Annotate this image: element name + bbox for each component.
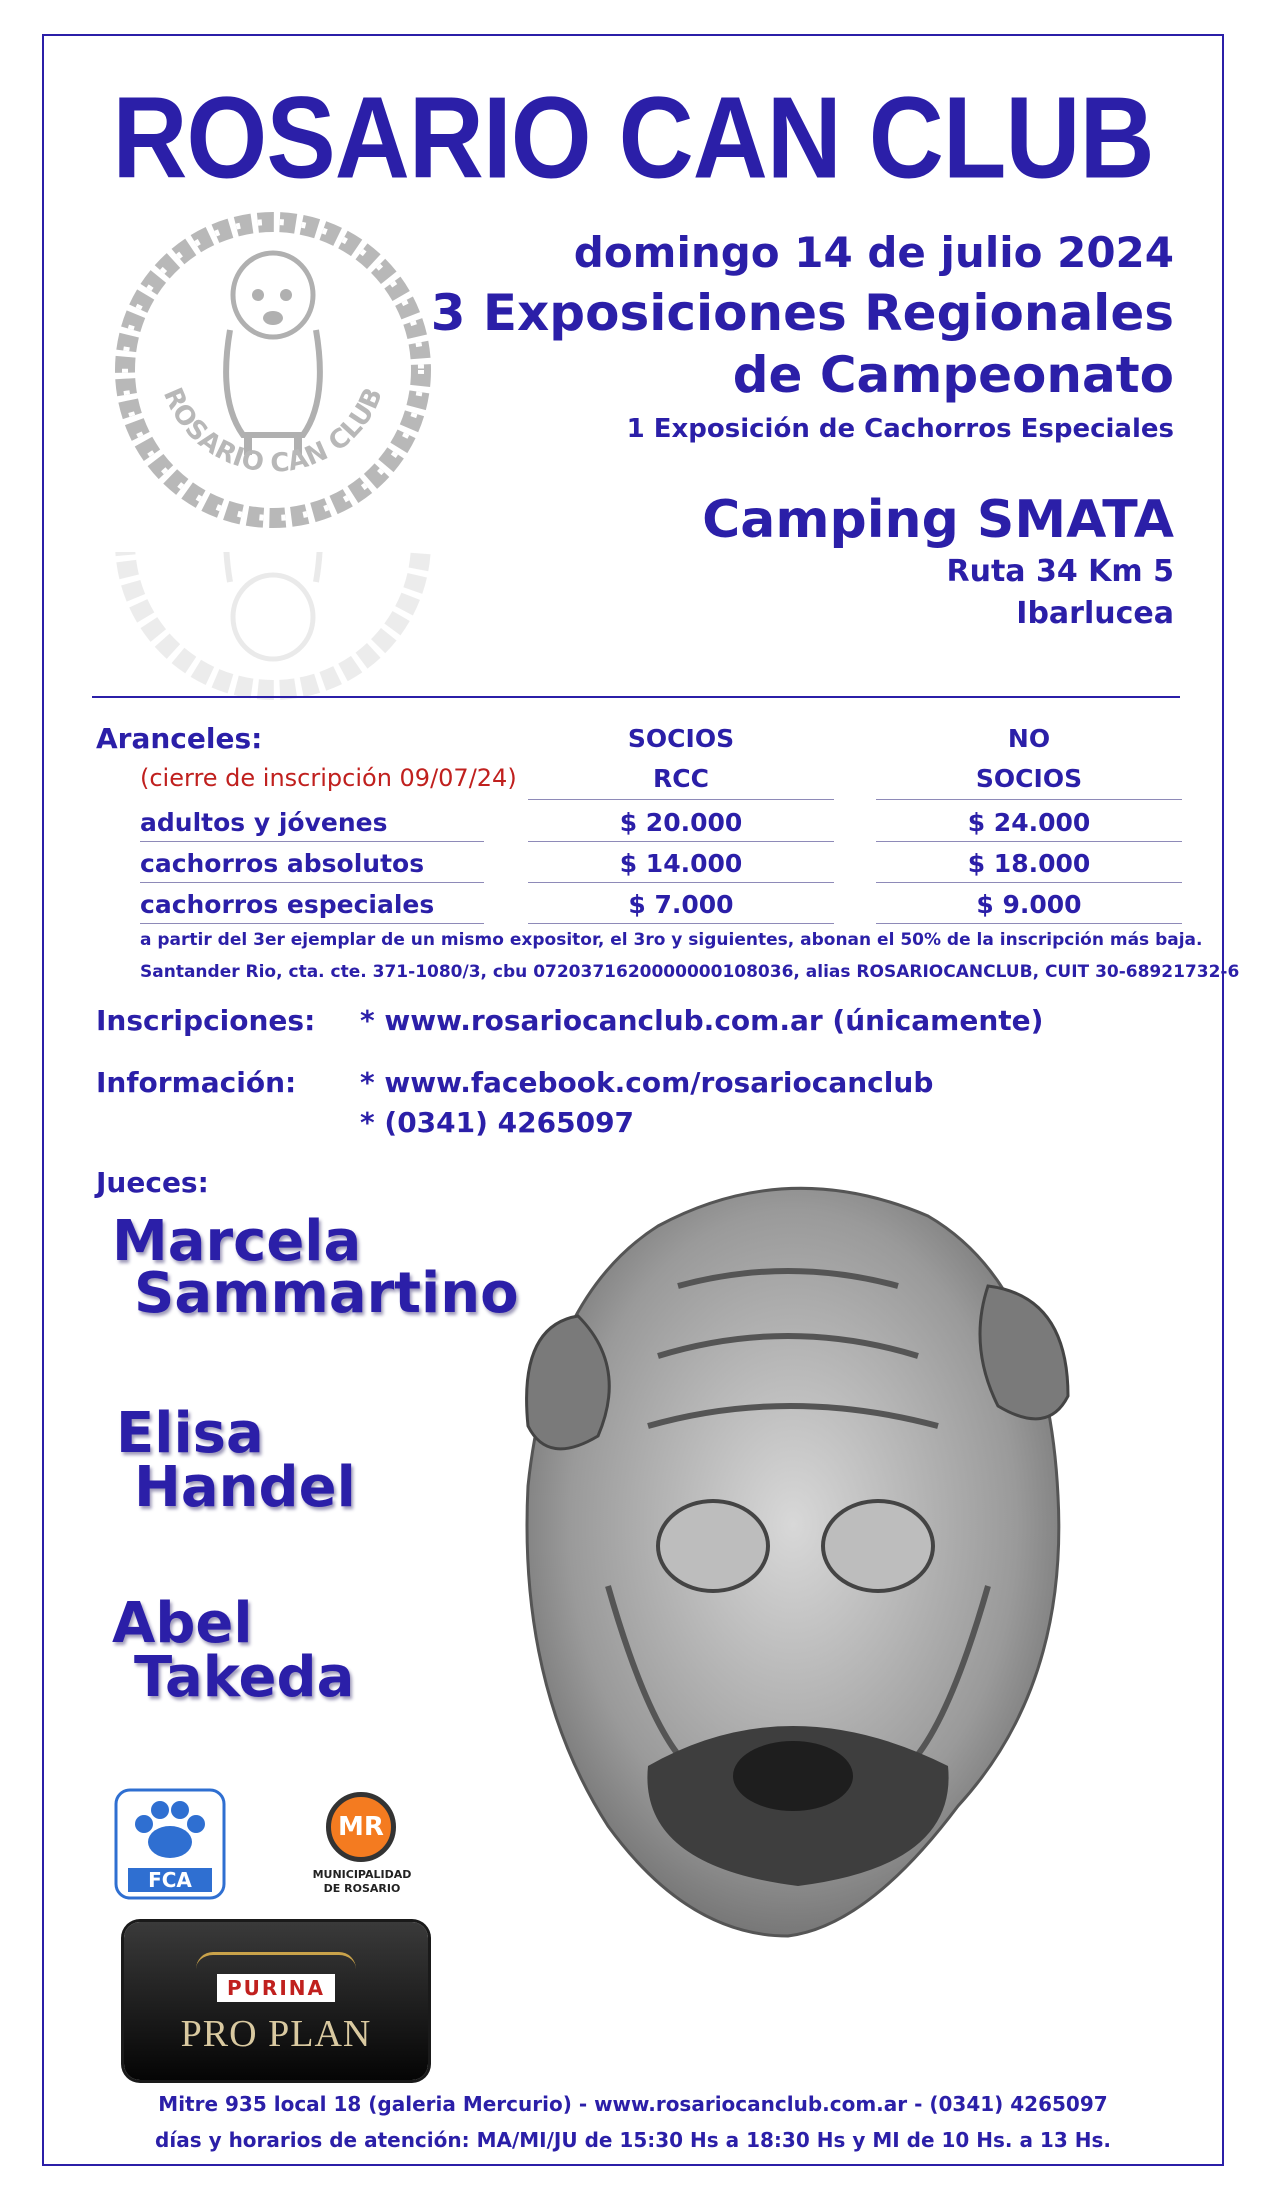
event-title-line2: de Campeonato — [732, 346, 1174, 404]
mr-line2: DE ROSARIO — [323, 1882, 401, 1895]
purina-proplan-logo — [124, 1922, 428, 2080]
club-logo — [108, 200, 438, 550]
footer-hours: días y horarios de atención: MA/MI/JU de 15:30 Hs a 18:30 Hs y MI de 10 Hs. a 13 Hs. — [155, 2128, 1111, 2152]
fee-row-socios: $ 20.000 — [528, 808, 834, 842]
purina-text: PURINA — [217, 1974, 335, 2002]
fee-row-socios: $ 14.000 — [528, 849, 834, 883]
event-title-line1: 3 Exposiciones Regionales — [430, 284, 1174, 342]
venue-town: Ibarlucea — [1016, 596, 1174, 631]
phone-number[interactable]: * (0341) 4265097 — [360, 1106, 635, 1139]
judge-first-name: Marcela — [112, 1209, 362, 1274]
event-subtitle: 1 Exposición de Cachorros Especiales — [626, 414, 1174, 444]
fee-row-nosocios: $ 9.000 — [876, 890, 1182, 924]
judge-first-name: Elisa — [116, 1401, 264, 1466]
fees-note: a partir del 3er ejemplar de un mismo expositor, el 3ro y siguientes, abonan el 50% de la inscripción más baja. — [140, 930, 1203, 950]
facebook-link[interactable]: * www.facebook.com/rosariocanclub — [360, 1066, 934, 1099]
fee-row-label: adultos y jóvenes — [140, 808, 484, 842]
fee-row-nosocios: $ 18.000 — [876, 849, 1182, 883]
dog-chain-seal-icon — [108, 200, 438, 550]
informacion-label: Información: — [96, 1066, 297, 1099]
fca-text: FCA — [148, 1868, 192, 1892]
fees-label: Aranceles: — [96, 722, 263, 755]
page-title: ROSARIO CAN CLUB — [112, 73, 1154, 204]
col-nosocios-header-2: SOCIOS — [876, 764, 1182, 800]
col-socios-header-2: RCC — [528, 764, 834, 800]
fee-row-label: cachorros absolutos — [140, 849, 484, 883]
inscripciones-label: Inscripciones: — [96, 1004, 316, 1037]
section-divider — [92, 696, 1180, 698]
venue-road: Ruta 34 Km 5 — [946, 554, 1174, 589]
logo-text: ROSARIO CAN CLUB — [156, 383, 390, 479]
fee-row-nosocios: $ 24.000 — [876, 808, 1182, 842]
fee-row-socios: $ 7.000 — [528, 890, 834, 924]
fca-logo — [112, 1786, 228, 1902]
footer-address: Mitre 935 local 18 (galeria Mercurio) - www.rosariocanclub.com.ar - (0341) 4265097 — [158, 2092, 1108, 2116]
fees-deadline: (cierre de inscripción 09/07/24) — [140, 764, 517, 792]
bank-details: Santander Rio, cta. cte. 371-1080/3, cbu 0720371620000000108036, alias ROSARIOCANCLUB, CUIT 30-68921732-6 — [140, 962, 1240, 982]
proplan-text: PRO PLAN — [180, 2013, 372, 2055]
venue-name: Camping SMATA — [702, 490, 1174, 550]
mr-badge: MR — [326, 1792, 396, 1862]
judge-first-name: Abel — [112, 1591, 253, 1656]
inscripciones-link[interactable]: * www.rosariocanclub.com.ar (únicamente) — [360, 1004, 1044, 1037]
judge-last-name: Handel — [134, 1455, 356, 1520]
judge-last-name: Sammartino — [134, 1261, 519, 1326]
judge-last-name: Takeda — [134, 1645, 355, 1710]
fee-row-label: cachorros especiales — [140, 890, 484, 924]
sharpei-dog-illustration — [488, 1166, 1098, 1986]
col-socios-header-1: SOCIOS — [627, 724, 735, 753]
svg-text:ROSARIO CAN CLUB — [157, 384, 389, 479]
judges-label: Jueces: — [96, 1166, 209, 1199]
club-logo-reflection — [108, 552, 438, 712]
event-date: domingo 14 de julio 2024 — [573, 228, 1174, 277]
mr-line1: MUNICIPALIDAD — [312, 1868, 412, 1881]
municipalidad-logo — [298, 1792, 426, 1902]
col-nosocios-header-1: NO — [1007, 724, 1051, 753]
